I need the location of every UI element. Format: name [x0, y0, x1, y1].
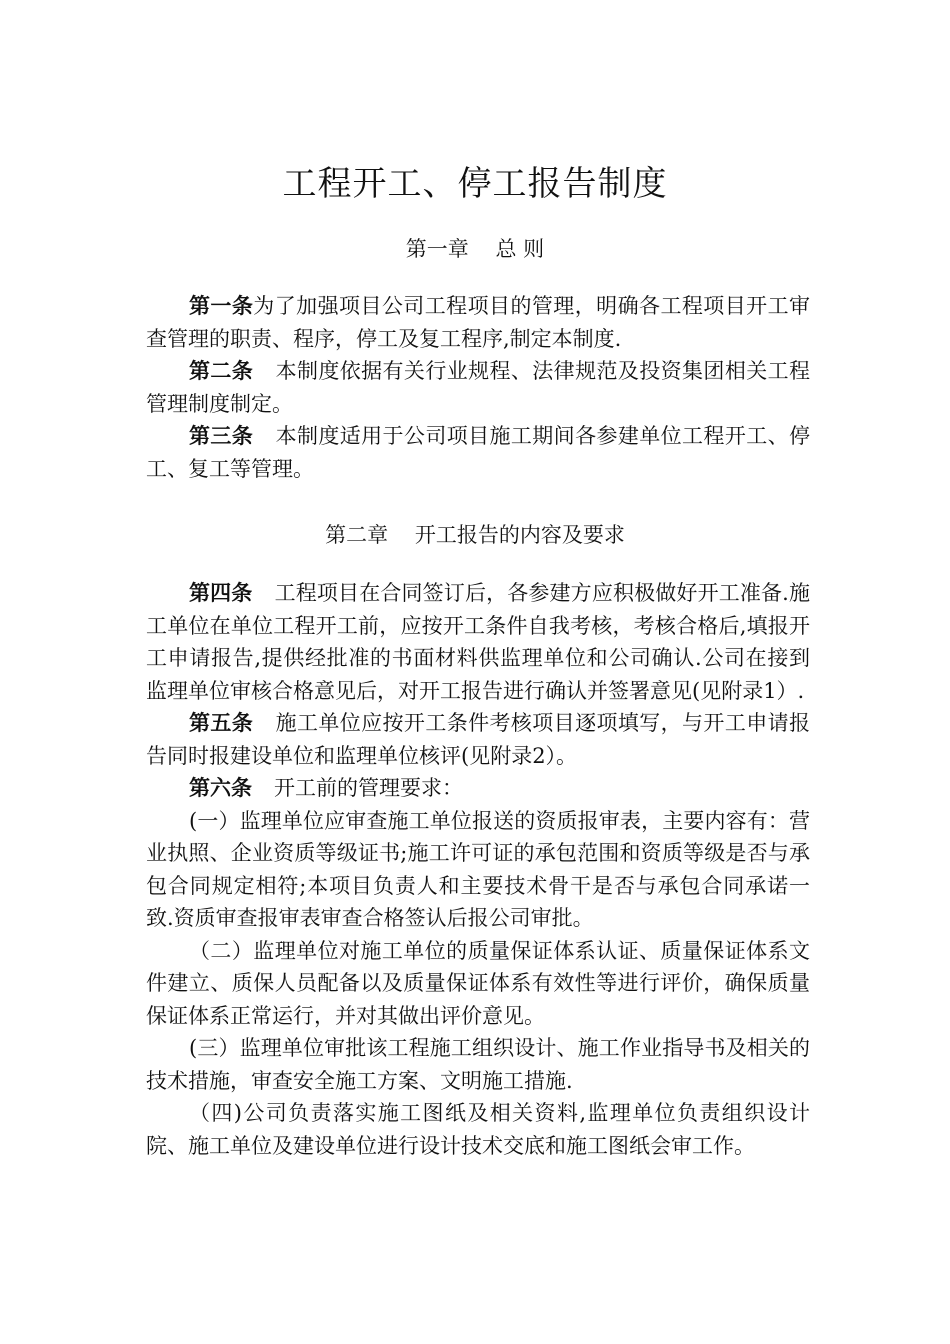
article-text: 本制度适用于公司项目施工期间各参建单位工程开工、停工、复工等管理。 — [146, 424, 811, 481]
requirement-item-1: (一）监理单位应审查施工单位报送的资质报审表，主要内容有：营业执照、企业资质等级证书;施工许可证的承包范围和资质等级是否与承包合同规定相符;本项目负责人和主要技术骨干是否与承包合同承诺一致.资质审查报审表审查合格签认后报公司审批。 — [146, 808, 810, 930]
article-label: 第三条 — [189, 424, 254, 448]
chapter-2-body — [146, 577, 810, 1162]
article-text: 工程项目在合同签订后，各参建方应积极做好开工准备.施工单位在单位工程开工前，应按开工条件自我考核，考核合格后,填报开工申请报告,提供经批准的书面材料供监理单位和公司确认.公司在接到监理单位审核合格意见后，对开工报告进行确认并签署意见(见附录1）. — [146, 581, 810, 703]
article-text: 开工前的管理要求： — [274, 776, 463, 800]
article-2 — [146, 355, 810, 420]
chapter-1-heading: 第一章 总 则 — [405, 237, 545, 261]
article-label: 第五条 — [189, 711, 254, 735]
requirement-item-2: （二）监理单位对施工单位的质量保证体系认证、质量保证体系文件建立、质保人员配备以及质量保证体系有效性等进行评价，确保质量保证体系正常运行，并对其做出评价意见。 — [146, 938, 810, 1028]
requirement-item-3: (三）监理单位审批该工程施工组织设计、施工作业指导书及相关的技术措施，审查安全施工方案、文明施工措施. — [146, 1036, 810, 1093]
chapter-1-body — [146, 290, 810, 485]
article-text: 本制度依据有关行业规程、法律规范及投资集团相关工程管理制度制定。 — [146, 359, 811, 416]
article-5 — [146, 707, 810, 772]
article-1 — [146, 290, 810, 355]
article-label: 第六条 — [189, 776, 252, 800]
article-label: 第一条 — [189, 294, 254, 318]
article-text: 施工单位应按开工条件考核项目逐项填写，与开工申请报告同时报建设单位和监理单位核评(见附录2）。 — [146, 711, 811, 768]
article-label: 第二条 — [189, 359, 254, 383]
chapter-2-heading: 第二章 开工报告的内容及要求 — [325, 523, 625, 547]
document-title: 工程开工、停工报告制度 — [282, 164, 668, 204]
article-6 — [146, 772, 810, 805]
requirement-item-4: （四)公司负责落实施工图纸及相关资料,监理单位负责组织设计院、施工单位及建设单位进行设计技术交底和施工图纸会审工作。 — [146, 1101, 810, 1158]
article-label: 第四条 — [189, 581, 253, 605]
article-3 — [146, 420, 810, 485]
article-text: 为了加强项目公司工程项目的管理，明确各工程项目开工审查管理的职责、程序，停工及复工程序,制定本制度. — [146, 294, 811, 351]
article-4 — [146, 577, 810, 707]
